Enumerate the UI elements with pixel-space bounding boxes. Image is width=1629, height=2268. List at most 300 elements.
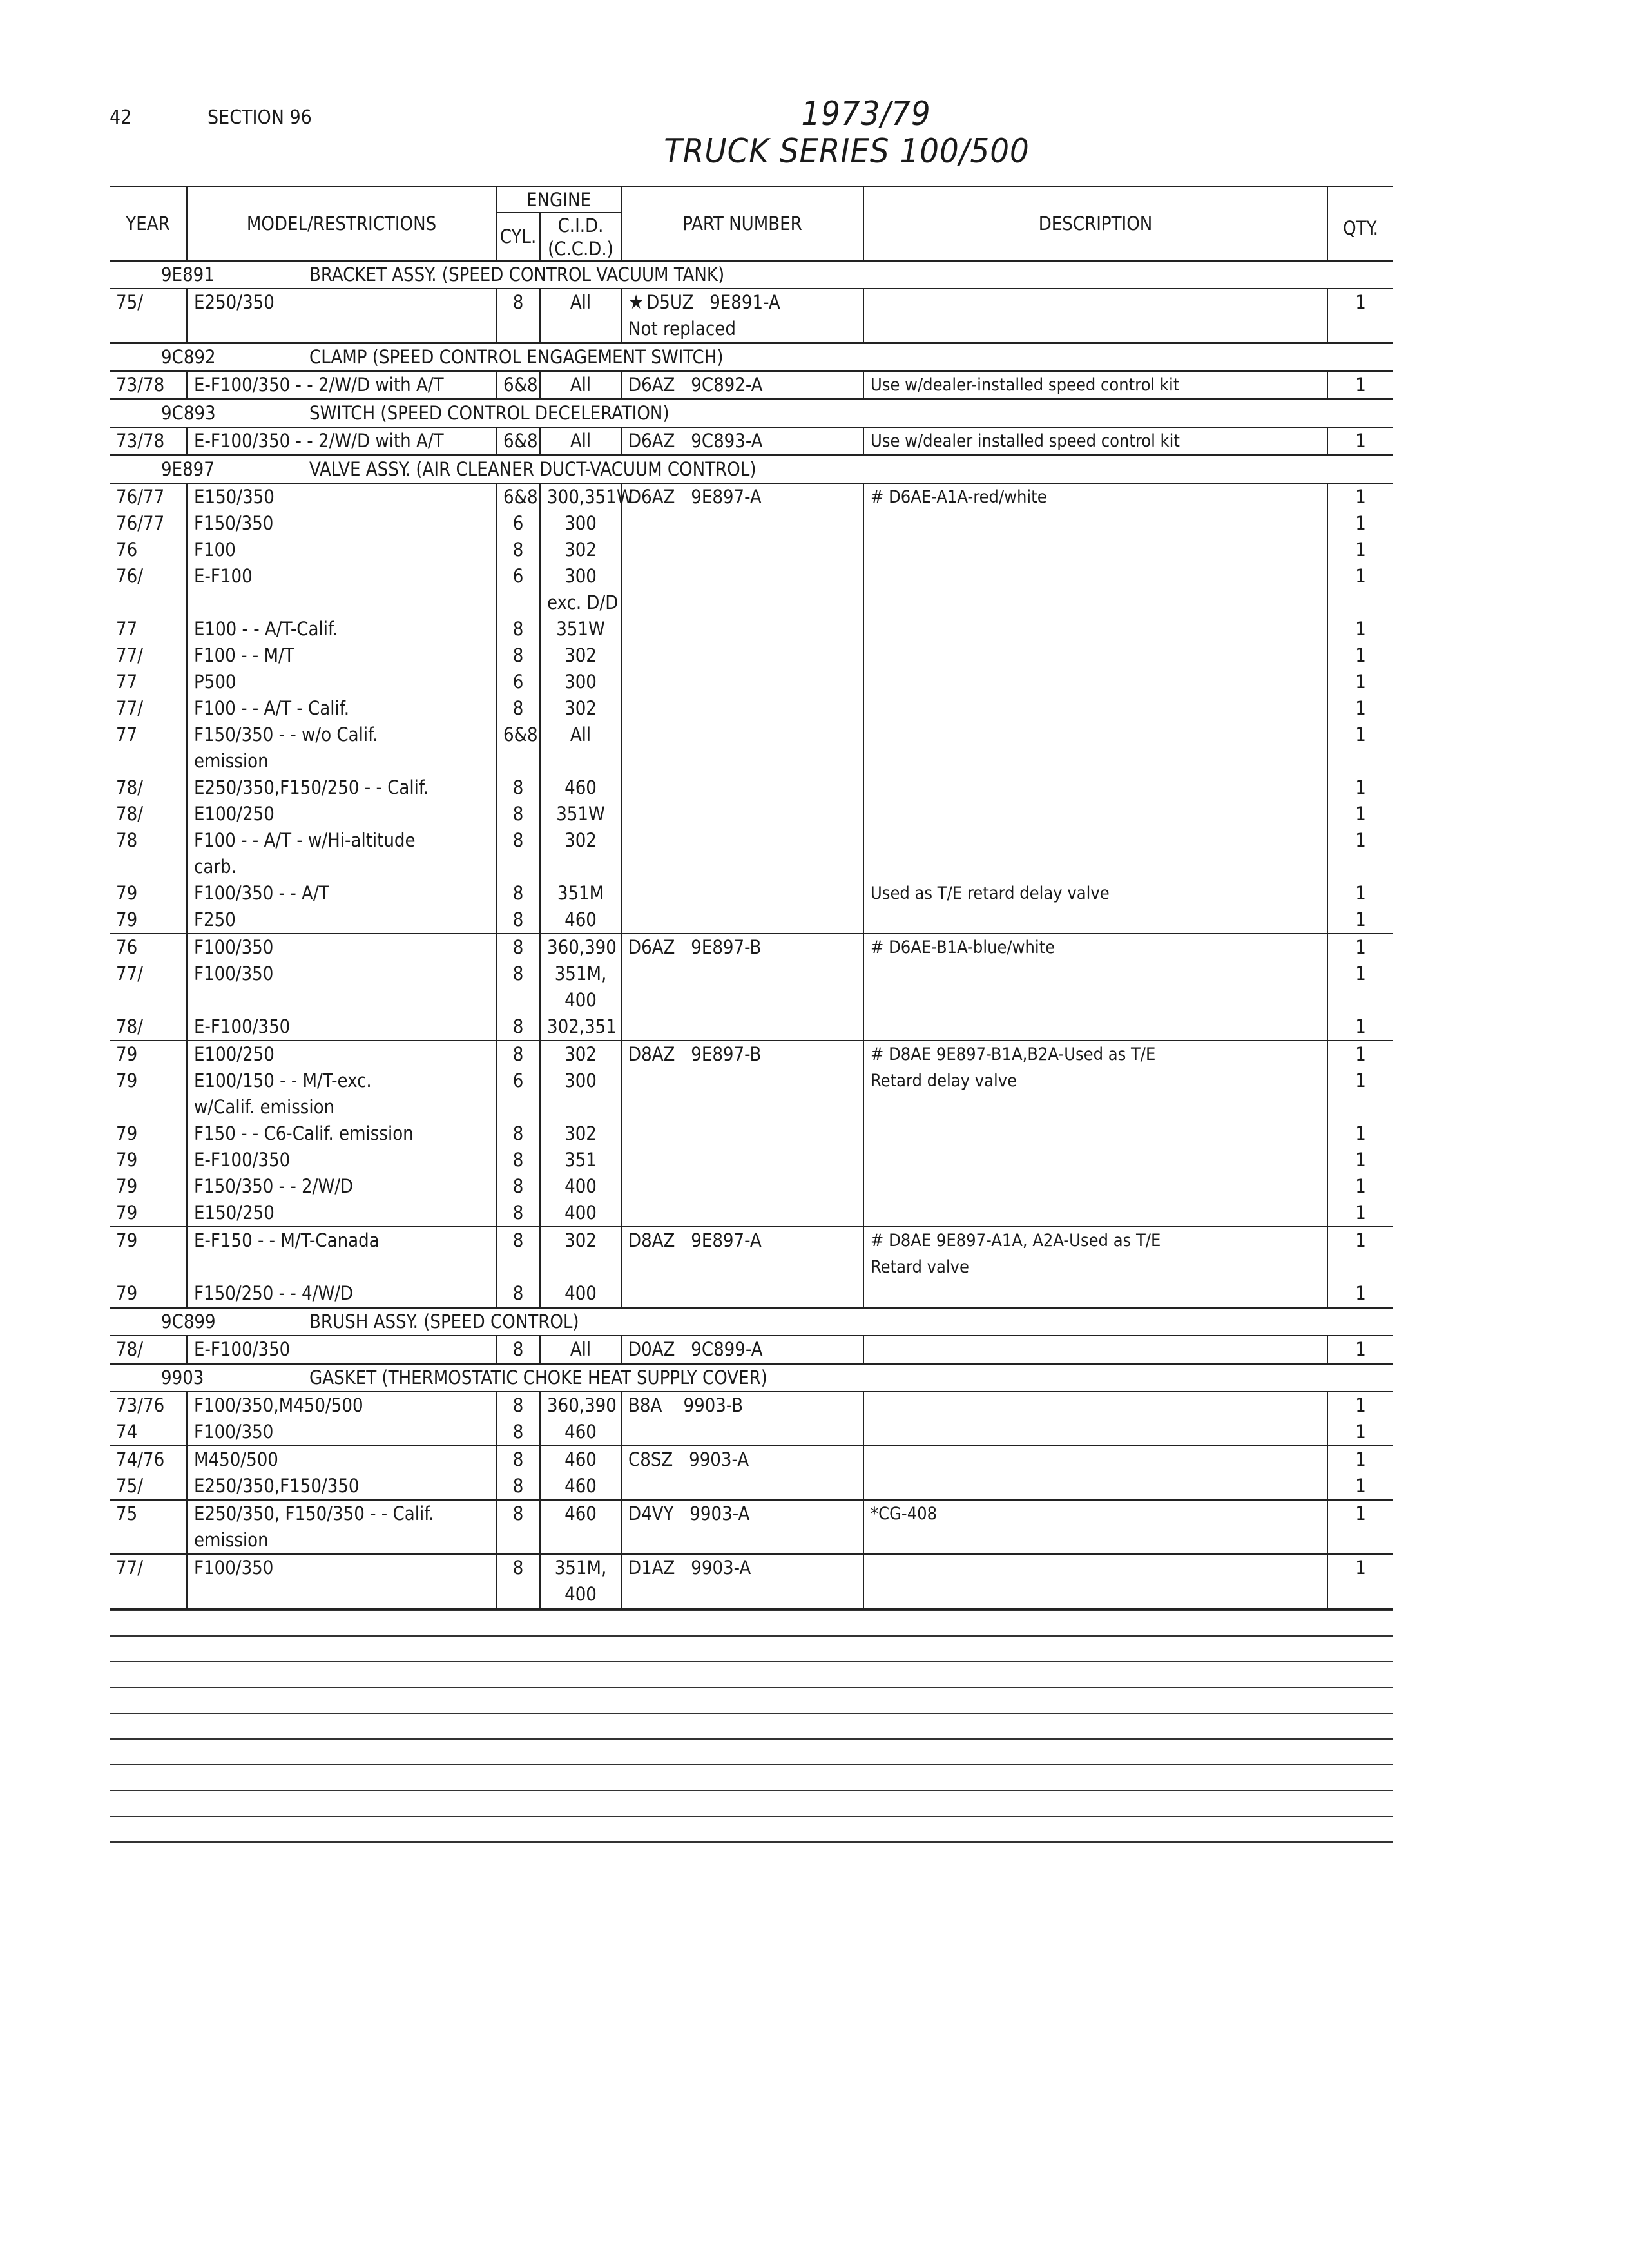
cell-year — [110, 590, 187, 616]
cell-part-number — [621, 961, 863, 987]
table-row — [110, 880, 1393, 907]
cell-description — [863, 1147, 1327, 1173]
cell-cyl: 6&8 — [496, 371, 540, 399]
cell-qty: 1 — [1327, 1392, 1393, 1419]
page-number: 42 — [110, 106, 132, 129]
table-row — [110, 1446, 1393, 1473]
cell-model: E250/350,F150/250 - - Calif. — [187, 774, 496, 801]
col-qty: QTY. — [1327, 187, 1393, 261]
table-row — [110, 801, 1393, 827]
cell-model: E100/250 — [187, 801, 496, 827]
table-row — [110, 427, 1393, 456]
cell-cyl — [496, 1254, 540, 1280]
table-row — [110, 642, 1393, 669]
table-row — [110, 1254, 1393, 1280]
cell-part-number — [621, 774, 863, 801]
part-number-text: D5UZ 9E891-A — [646, 291, 780, 313]
cell-year: 76/77 — [116, 486, 165, 508]
cell-model — [187, 316, 496, 343]
cell-cyl: 8 — [496, 1173, 540, 1200]
cell-model — [187, 1581, 496, 1609]
cell-cid: 360,390 — [540, 934, 621, 961]
cell-part-number — [621, 616, 863, 642]
cell-qty — [1327, 590, 1393, 616]
cell-year — [110, 854, 187, 880]
cell-cyl: 8 — [496, 1473, 540, 1500]
cell-cid: 460 — [540, 1473, 621, 1500]
cell-cyl: 8 — [496, 1280, 540, 1308]
cell-part-number: Not replaced — [621, 316, 863, 343]
blank-rule — [110, 1738, 1393, 1740]
col-description: DESCRIPTION — [863, 187, 1327, 261]
cell-year — [110, 316, 187, 343]
cell-year — [110, 1527, 187, 1554]
cell-cyl: 6 — [496, 669, 540, 695]
table-row — [110, 1392, 1393, 1419]
cell-cyl: 8 — [496, 907, 540, 934]
cell-cid — [540, 748, 621, 774]
cell-cid: 302 — [540, 695, 621, 722]
cell-qty: 1 — [1327, 801, 1393, 827]
cell-cid — [540, 1254, 621, 1280]
cell-year: 73/78 — [116, 374, 165, 396]
table-row — [110, 1200, 1393, 1227]
table-row — [110, 1014, 1393, 1041]
cell-cid: 302,351 — [540, 1014, 621, 1041]
cell-model: emission — [187, 1527, 496, 1554]
cell-part-number — [621, 827, 863, 854]
cell-qty: 1 — [1327, 907, 1393, 934]
cell-description — [863, 907, 1327, 934]
cell-description — [863, 669, 1327, 695]
cell-cid: 400 — [540, 1200, 621, 1227]
cell-cid: 460 — [540, 907, 621, 934]
cell-cid: 302 — [540, 537, 621, 563]
cell-model: F100/350 — [187, 934, 496, 961]
cell-part-number: D6AZ 9E897-B — [621, 934, 863, 961]
cell-model: E100/150 - - M/T-exc. — [187, 1068, 496, 1094]
cell-year: 79 — [116, 1202, 138, 1224]
cell-model: F100/350,M450/500 — [187, 1392, 496, 1419]
cell-description — [863, 748, 1327, 774]
cell-cid: 460 — [540, 1446, 621, 1473]
cell-year: 78/ — [116, 1015, 143, 1037]
cell-description: # D8AE 9E897-A1A, A2A-Used as T/E — [863, 1227, 1327, 1254]
cell-part-number — [621, 987, 863, 1014]
cell-cid: 400 — [540, 1581, 621, 1609]
cell-model: E-F100 — [187, 563, 496, 590]
col-cid: C.I.D. — [540, 213, 621, 238]
group-header-row — [110, 261, 1393, 289]
table-row — [110, 774, 1393, 801]
cell-cid: 302 — [540, 1041, 621, 1068]
cell-cyl — [496, 1527, 540, 1554]
table-row — [110, 316, 1393, 343]
table-row — [110, 961, 1393, 987]
cell-model: M450/500 — [187, 1446, 496, 1473]
cell-qty: 1 — [1327, 961, 1393, 987]
cell-qty: 1 — [1327, 1227, 1393, 1254]
cell-year: 74 — [116, 1421, 138, 1443]
cell-model: E250/350,F150/350 — [187, 1473, 496, 1500]
table-row — [110, 1068, 1393, 1094]
cell-cyl: 8 — [496, 1200, 540, 1227]
cell-year: 76/ — [116, 565, 143, 587]
cell-qty: 1 — [1327, 371, 1393, 399]
cell-qty: 1 — [1327, 289, 1393, 316]
cell-qty — [1327, 987, 1393, 1014]
table-row — [110, 1419, 1393, 1446]
cell-part-number — [621, 1120, 863, 1147]
cell-cyl — [496, 854, 540, 880]
table-row — [110, 1336, 1393, 1364]
cell-model: F150/350 - - w/o Calif. — [187, 722, 496, 748]
group-header-row — [110, 456, 1393, 484]
cell-cid: 300,351W — [540, 483, 621, 510]
table-row — [110, 510, 1393, 537]
cell-description: # D6AE-B1A-blue/white — [863, 934, 1327, 961]
cell-year — [110, 1254, 187, 1280]
cell-qty: 1 — [1327, 1419, 1393, 1446]
cell-description: Use w/dealer-installed speed control kit — [863, 371, 1327, 399]
cell-part-number — [621, 510, 863, 537]
cell-model: F150/250 - - 4/W/D — [187, 1280, 496, 1308]
cell-qty: 1 — [1327, 695, 1393, 722]
cell-cid: 400 — [540, 1280, 621, 1308]
blank-rule — [110, 1841, 1393, 1843]
cell-model: E-F100/350 — [187, 1147, 496, 1173]
cell-description — [863, 854, 1327, 880]
cell-model: F150/350 — [187, 510, 496, 537]
cell-cid — [540, 1094, 621, 1120]
cell-part-number — [621, 1200, 863, 1227]
cell-qty: 1 — [1327, 1336, 1393, 1364]
group-title: SWITCH (SPEED CONTROL DECELERATION) — [309, 402, 670, 424]
cell-cid: 300 — [540, 669, 621, 695]
cell-cyl: 6 — [496, 1068, 540, 1094]
cell-year: 77 — [116, 618, 138, 640]
cell-cid: All — [540, 1336, 621, 1364]
blank-rule — [110, 1635, 1393, 1637]
cell-year: 73/78 — [116, 430, 165, 452]
cell-description — [863, 1014, 1327, 1041]
cell-cyl: 8 — [496, 1041, 540, 1068]
cell-description — [863, 1446, 1327, 1473]
cell-cid: 351W — [540, 616, 621, 642]
cell-qty: 1 — [1327, 1173, 1393, 1200]
group-title: CLAMP (SPEED CONTROL ENGAGEMENT SWITCH) — [309, 346, 724, 368]
cell-part-number: D8AZ 9E897-B — [621, 1041, 863, 1068]
cell-qty: 1 — [1327, 563, 1393, 590]
table-row — [110, 669, 1393, 695]
cell-description: # D6AE-A1A-red/white — [863, 483, 1327, 510]
cell-cid: 351 — [540, 1147, 621, 1173]
cell-cid: 460 — [540, 1419, 621, 1446]
blank-rule — [110, 1816, 1393, 1817]
cell-description — [863, 1094, 1327, 1120]
cell-part-number — [621, 1173, 863, 1200]
cell-cyl: 8 — [496, 1147, 540, 1173]
cell-year: 76 — [110, 934, 187, 961]
cell-cyl: 8 — [496, 1014, 540, 1041]
cell-model: F100 - - M/T — [187, 642, 496, 669]
cell-year: 79 — [110, 1041, 187, 1068]
cell-part-number: D6AZ 9C892-A — [621, 371, 863, 399]
cell-cyl: 8 — [496, 774, 540, 801]
cell-description — [863, 801, 1327, 827]
cell-year: 77 — [116, 671, 138, 693]
table-row — [110, 907, 1393, 934]
cell-qty: 1 — [1327, 722, 1393, 748]
cell-description — [863, 1581, 1327, 1609]
cell-description — [863, 510, 1327, 537]
cell-cyl: 6&8 — [496, 427, 540, 456]
cell-model: E150/350 — [187, 483, 496, 510]
cell-qty: 1 — [1327, 1200, 1393, 1227]
cell-year: 73/76 — [116, 1394, 165, 1416]
cell-model — [187, 987, 496, 1014]
cell-year: 78/ — [116, 803, 143, 825]
cell-qty — [1327, 1094, 1393, 1120]
star-icon: ★ — [628, 291, 644, 314]
cell-qty: 1 — [1327, 1280, 1393, 1308]
cell-description — [863, 1473, 1327, 1500]
cell-part-number — [621, 748, 863, 774]
table-row — [110, 616, 1393, 642]
col-year: YEAR — [110, 187, 187, 261]
cell-year: 79 — [116, 1282, 138, 1304]
cell-cyl: 8 — [496, 934, 540, 961]
cell-model: F150 - - C6-Calif. emission — [187, 1120, 496, 1147]
group-code: 9C893 — [161, 402, 216, 424]
cell-description — [863, 1419, 1327, 1446]
cell-part-number — [621, 880, 863, 907]
group-code: 9903 — [161, 1367, 204, 1389]
cell-qty: 1 — [1327, 1473, 1393, 1500]
cell-cyl: 8 — [496, 1500, 540, 1527]
cell-model — [187, 1254, 496, 1280]
cell-part-number: C8SZ 9903-A — [621, 1446, 863, 1473]
cell-part-number — [621, 1473, 863, 1500]
table-row — [110, 748, 1393, 774]
cell-qty: 1 — [1327, 880, 1393, 907]
table-row — [110, 371, 1393, 399]
title-series: TRUCK SERIES 100/500 — [664, 132, 1030, 171]
cell-cid: 300 — [540, 1068, 621, 1094]
cell-part-number: D8AZ 9E897-A — [621, 1227, 863, 1254]
table-row — [110, 1280, 1393, 1308]
table-row — [110, 1147, 1393, 1173]
cell-description: Used as T/E retard delay valve — [863, 880, 1327, 907]
cell-part-number — [621, 854, 863, 880]
cell-year: 77/ — [116, 644, 143, 666]
cell-model: E-F100/350 - - 2/W/D with A/T — [187, 427, 496, 456]
cell-part-number — [621, 1527, 863, 1554]
cell-year: 75/ — [116, 291, 143, 313]
cell-description — [863, 987, 1327, 1014]
cell-model: E-F100/350 — [187, 1014, 496, 1041]
cell-year: 74/76 — [110, 1446, 187, 1473]
cell-description — [863, 1173, 1327, 1200]
cell-model: E250/350, F150/350 - - Calif. — [187, 1500, 496, 1527]
cell-qty: 1 — [1327, 1147, 1393, 1173]
cell-qty — [1327, 1254, 1393, 1280]
cell-cid: 302 — [540, 1120, 621, 1147]
cell-qty: 1 — [1327, 1500, 1393, 1527]
cell-year: 79 — [116, 1175, 138, 1197]
cell-description — [863, 1554, 1327, 1581]
cell-model: F100 - - A/T - w/Hi-altitude — [187, 827, 496, 854]
table-row — [110, 563, 1393, 590]
cell-part-number — [621, 801, 863, 827]
cell-model: E-F150 - - M/T-Canada — [187, 1227, 496, 1254]
cell-cid: 460 — [540, 1500, 621, 1527]
table-row — [110, 854, 1393, 880]
cell-description — [863, 616, 1327, 642]
table-row — [110, 289, 1393, 316]
cell-qty: 1 — [1327, 934, 1393, 961]
cell-cid: exc. D/D — [540, 590, 621, 616]
cell-cid — [540, 316, 621, 343]
cell-model: E-F100/350 — [187, 1336, 496, 1364]
cell-qty: 1 — [1327, 1554, 1393, 1581]
cell-part-number — [621, 1094, 863, 1120]
table-row — [110, 483, 1393, 510]
group-code: 9E897 — [161, 458, 215, 480]
cell-qty — [1327, 854, 1393, 880]
cell-qty — [1327, 316, 1393, 343]
cell-cid: 400 — [540, 987, 621, 1014]
cell-description — [863, 1336, 1327, 1364]
cell-part-number: D1AZ 9903-A — [621, 1554, 863, 1581]
cell-cid: 302 — [540, 1227, 621, 1254]
cell-qty: 1 — [1327, 827, 1393, 854]
cell-part-number — [621, 537, 863, 563]
table-row — [110, 1120, 1393, 1147]
cell-cyl — [496, 316, 540, 343]
cell-description — [863, 590, 1327, 616]
cell-description — [863, 722, 1327, 748]
col-model: MODEL/RESTRICTIONS — [187, 187, 496, 261]
cell-cid: All — [540, 722, 621, 748]
cell-cyl: 8 — [496, 880, 540, 907]
cell-cid: All — [540, 427, 621, 456]
parts-table — [110, 186, 1393, 1610]
cell-qty: 1 — [1327, 510, 1393, 537]
cell-qty: 1 — [1327, 1446, 1393, 1473]
cell-part-number — [621, 1419, 863, 1446]
group-title: VALVE ASSY. (AIR CLEANER DUCT-VACUUM CONTROL) — [309, 458, 757, 480]
cell-part-number — [621, 1280, 863, 1308]
cell-part-number — [621, 289, 863, 316]
cell-part-number — [621, 907, 863, 934]
group-header-row — [110, 399, 1393, 428]
cell-cyl: 6 — [496, 510, 540, 537]
cell-description — [863, 289, 1327, 316]
table-row — [110, 1500, 1393, 1527]
group-title: BRACKET ASSY. (SPEED CONTROL VACUUM TANK) — [309, 264, 725, 285]
blank-rule — [110, 1610, 1393, 1611]
cell-qty: 1 — [1327, 669, 1393, 695]
cell-qty: 1 — [1327, 483, 1393, 510]
cell-model: E100/250 — [187, 1041, 496, 1068]
cell-description — [863, 1527, 1327, 1554]
table-row — [110, 1527, 1393, 1554]
group-header-row — [110, 343, 1393, 372]
blank-rule — [110, 1790, 1393, 1791]
table-row — [110, 1173, 1393, 1200]
cell-qty — [1327, 748, 1393, 774]
cell-cyl: 8 — [496, 1227, 540, 1254]
cell-year: 76 — [116, 539, 138, 561]
cell-description — [863, 961, 1327, 987]
blank-rule — [110, 1764, 1393, 1765]
cell-description — [863, 1120, 1327, 1147]
cell-qty — [1327, 1581, 1393, 1609]
cell-cyl: 8 — [496, 1120, 540, 1147]
table-row — [110, 722, 1393, 748]
cell-cid: 302 — [540, 642, 621, 669]
cell-year — [110, 1094, 187, 1120]
col-cyl: CYL. — [496, 213, 540, 261]
cell-part-number — [621, 695, 863, 722]
cell-part-number — [621, 563, 863, 590]
cell-description: Retard valve — [863, 1254, 1327, 1280]
cell-qty: 1 — [1327, 1120, 1393, 1147]
cell-cid: 300 — [540, 563, 621, 590]
table-row — [110, 1473, 1393, 1500]
cell-part-number: D6AZ 9C893-A — [621, 427, 863, 456]
cell-qty: 1 — [1327, 1041, 1393, 1068]
cell-description — [863, 316, 1327, 343]
cell-cyl: 8 — [496, 642, 540, 669]
cell-year: 79 — [116, 1122, 138, 1144]
cell-part-number — [621, 1254, 863, 1280]
cell-cyl: 8 — [496, 695, 540, 722]
cell-model: F100 — [187, 537, 496, 563]
cell-cyl: 8 — [496, 961, 540, 987]
cell-qty: 1 — [1327, 774, 1393, 801]
table-row — [110, 695, 1393, 722]
cell-model: F100 - - A/T - Calif. — [187, 695, 496, 722]
cell-description: *CG-408 — [863, 1500, 1327, 1527]
cell-part-number — [621, 1014, 863, 1041]
cell-part-number: D6AZ 9E897-A — [621, 483, 863, 510]
cell-year: 77 — [116, 724, 138, 745]
cell-description — [863, 827, 1327, 854]
cell-model: w/Calif. emission — [187, 1094, 496, 1120]
cell-model: F250 — [187, 907, 496, 934]
cell-model: emission — [187, 748, 496, 774]
table-row — [110, 590, 1393, 616]
cell-year: 79 — [110, 1227, 187, 1254]
cell-part-number: B8A 9903-B — [621, 1392, 863, 1419]
cell-part-number — [621, 590, 863, 616]
cell-cid — [540, 854, 621, 880]
cell-cid: 351M, — [540, 961, 621, 987]
table-row — [110, 987, 1393, 1014]
cell-year: 78 — [116, 829, 138, 851]
cell-year: 76/77 — [116, 512, 165, 534]
cell-cyl — [496, 590, 540, 616]
cell-cyl: 8 — [496, 1554, 540, 1581]
cell-year: 78/ — [116, 776, 143, 798]
cell-description — [863, 1280, 1327, 1308]
cell-part-number — [621, 1581, 863, 1609]
cell-model: carb. — [187, 854, 496, 880]
cell-description — [863, 695, 1327, 722]
cell-cid: 302 — [540, 827, 621, 854]
